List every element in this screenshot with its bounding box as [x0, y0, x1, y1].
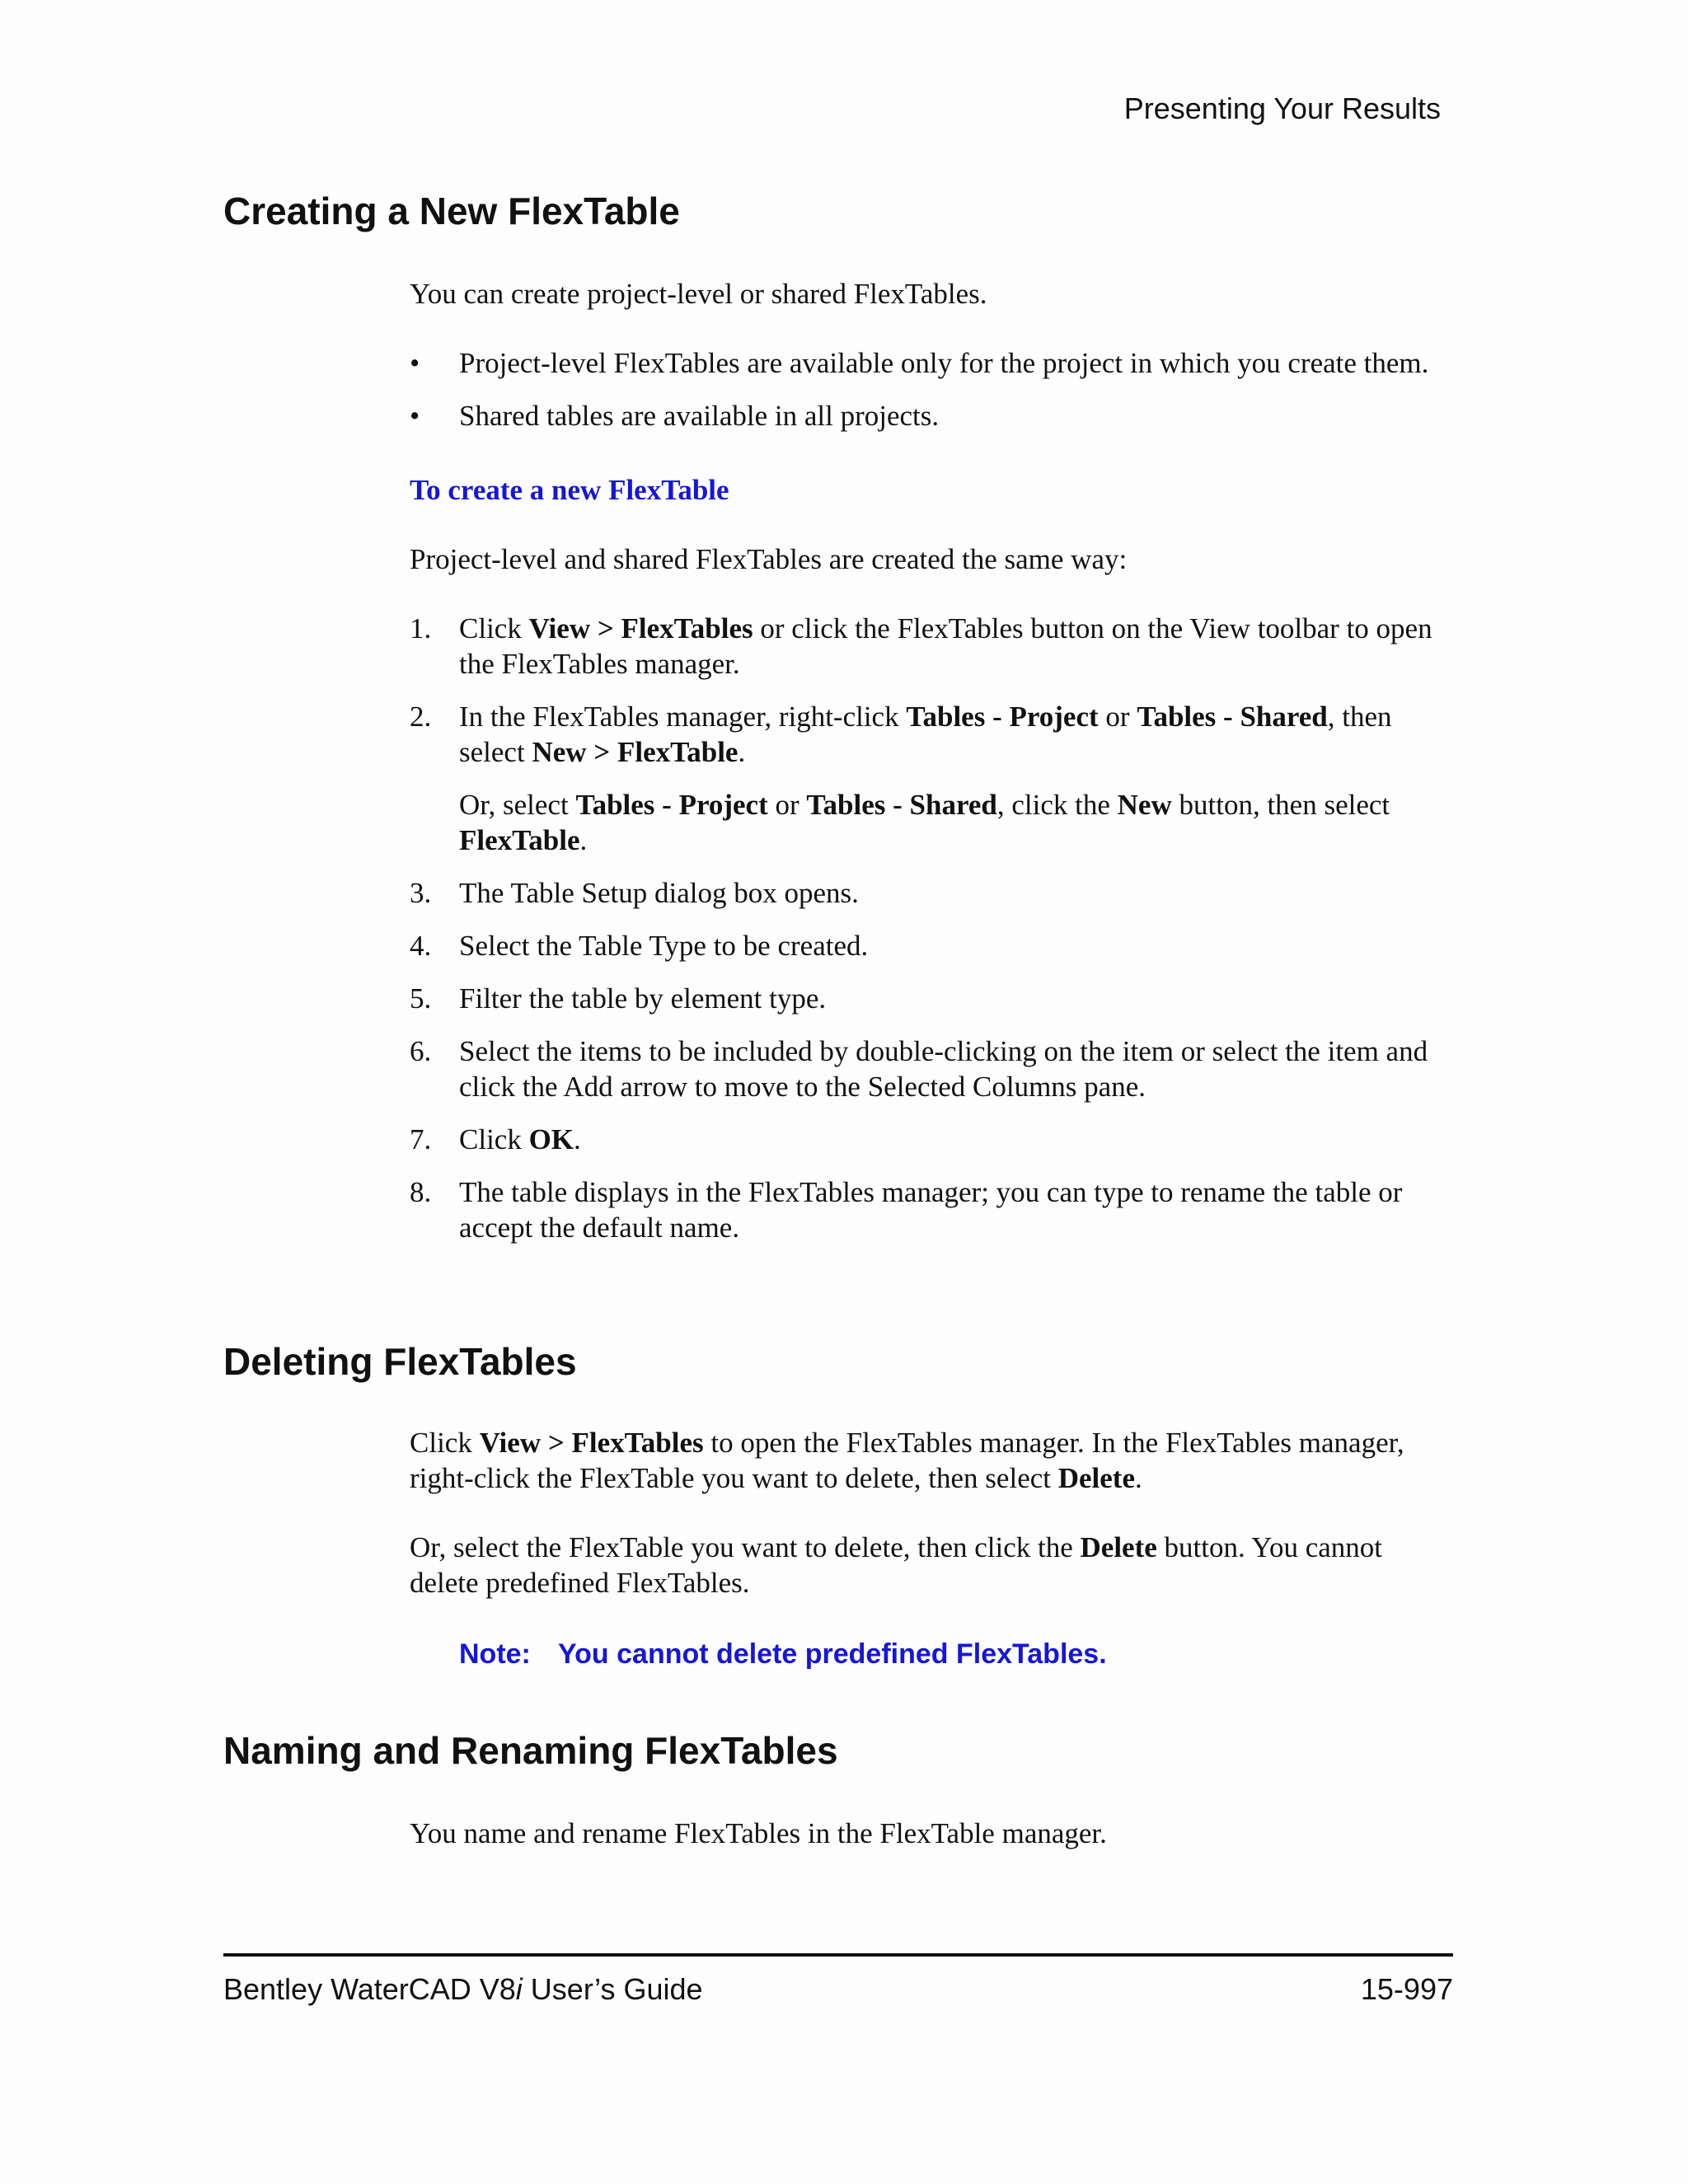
bullet-list	[410, 345, 1450, 434]
note-callout	[459, 1637, 1107, 1671]
step-item	[410, 928, 1450, 963]
bold-term: Delete	[1057, 1462, 1135, 1494]
step-item	[410, 1122, 1450, 1157]
step-number: 5.	[410, 982, 432, 1015]
footer-guide-title: Bentley WaterCAD V8i User’s Guide	[223, 1972, 703, 2006]
step-number: 7.	[410, 1123, 432, 1155]
bullet-item	[410, 345, 1450, 381]
bold-term: Delete	[1080, 1531, 1157, 1563]
naming-section-body	[410, 1816, 1450, 1851]
deleting-paragraph: Click View > FlexTables to open the FlexTables manager. In the FlexTables manager, right-click the FlexTable you want to delete, then select Delete.	[410, 1427, 1404, 1494]
step-text: Select the Table Type to be created.	[459, 930, 869, 962]
step-text: Select the items to be included by double-clicking on the item or select the item and click the Add arrow to move to the Selected Columns pane.	[459, 1035, 1428, 1103]
step-item	[410, 1033, 1450, 1104]
procedure-heading: To create a new FlexTable	[410, 474, 729, 506]
bold-term: Tables - Shared	[1137, 701, 1328, 733]
step-item	[410, 981, 1450, 1016]
bold-term: New	[1117, 789, 1172, 821]
step-text: Click View > FlexTables or click the FlexTables button on the View toolbar to open the FlexTables manager.	[459, 612, 1432, 680]
step-text: Filter the table by element type.	[459, 982, 827, 1015]
creating-intro-paragraph: You can create project-level or shared FlexTables.	[410, 278, 987, 310]
bold-term: Tables - Shared	[806, 789, 997, 821]
step-text: The Table Setup dialog box opens.	[459, 877, 859, 909]
section-heading-deleting: Deleting FlexTables	[223, 1340, 577, 1383]
bold-term: FlexTable	[459, 824, 580, 856]
step-item	[410, 699, 1450, 858]
bold-term: Tables - Project	[906, 701, 1099, 733]
naming-intro-paragraph: You name and rename FlexTables in the FlexTable manager.	[410, 1817, 1107, 1849]
step-item	[410, 611, 1450, 682]
bold-term: New > FlexTable	[532, 736, 738, 768]
bullet-item	[410, 398, 1450, 434]
bold-term: OK	[528, 1123, 574, 1155]
step-number: 1.	[410, 612, 432, 644]
bullet-marker: •	[410, 400, 420, 432]
step-text: Click OK.	[459, 1123, 581, 1155]
step-item	[410, 875, 1450, 911]
section-heading-creating: Creating a New FlexTable	[223, 190, 680, 232]
step-number: 2.	[410, 701, 432, 733]
step-sub-paragraph: Or, select Tables - Project or Tables - Shared, click the New button, then select FlexTable.	[459, 789, 1390, 856]
step-number: 3.	[410, 877, 432, 909]
bold-term: View > FlexTables	[479, 1427, 704, 1459]
step-number: 6.	[410, 1035, 432, 1067]
step-number: 4.	[410, 930, 432, 962]
deleting-paragraph: Or, select the FlexTable you want to delete, then click the Delete button. You cannot delete predefined FlexTables.	[410, 1531, 1382, 1599]
step-text: The table displays in the FlexTables manager; you can type to rename the table or accept the default name.	[459, 1176, 1403, 1244]
deleting-section-body	[410, 1425, 1450, 1601]
footer-rule	[223, 1953, 1453, 1957]
procedure-intro: Project-level and shared FlexTables are created the same way:	[410, 543, 1128, 575]
section-heading-naming: Naming and Renaming FlexTables	[223, 1729, 838, 1772]
bold-term: View > FlexTables	[528, 612, 753, 644]
bullet-text: Shared tables are available in all projects.	[459, 400, 940, 432]
step-list	[410, 611, 1450, 1245]
bullet-text: Project-level FlexTables are available only for the project in which you create them.	[459, 347, 1429, 379]
step-item	[410, 1174, 1450, 1245]
footer-page-number: 15-997	[1360, 1972, 1453, 2006]
bold-term: Tables - Project	[575, 789, 768, 821]
bullet-marker: •	[410, 347, 420, 379]
creating-section-body	[410, 276, 1450, 1245]
step-number: 8.	[410, 1176, 432, 1208]
running-header: Presenting Your Results	[1123, 91, 1441, 125]
note-label: Note:	[459, 1638, 531, 1670]
note-text: You cannot delete predefined FlexTables.	[558, 1638, 1107, 1670]
italic-text: i	[515, 1972, 523, 2006]
step-text: In the FlexTables manager, right-click Tables - Project or Tables - Shared, then select New > FlexTable.	[459, 701, 1392, 768]
